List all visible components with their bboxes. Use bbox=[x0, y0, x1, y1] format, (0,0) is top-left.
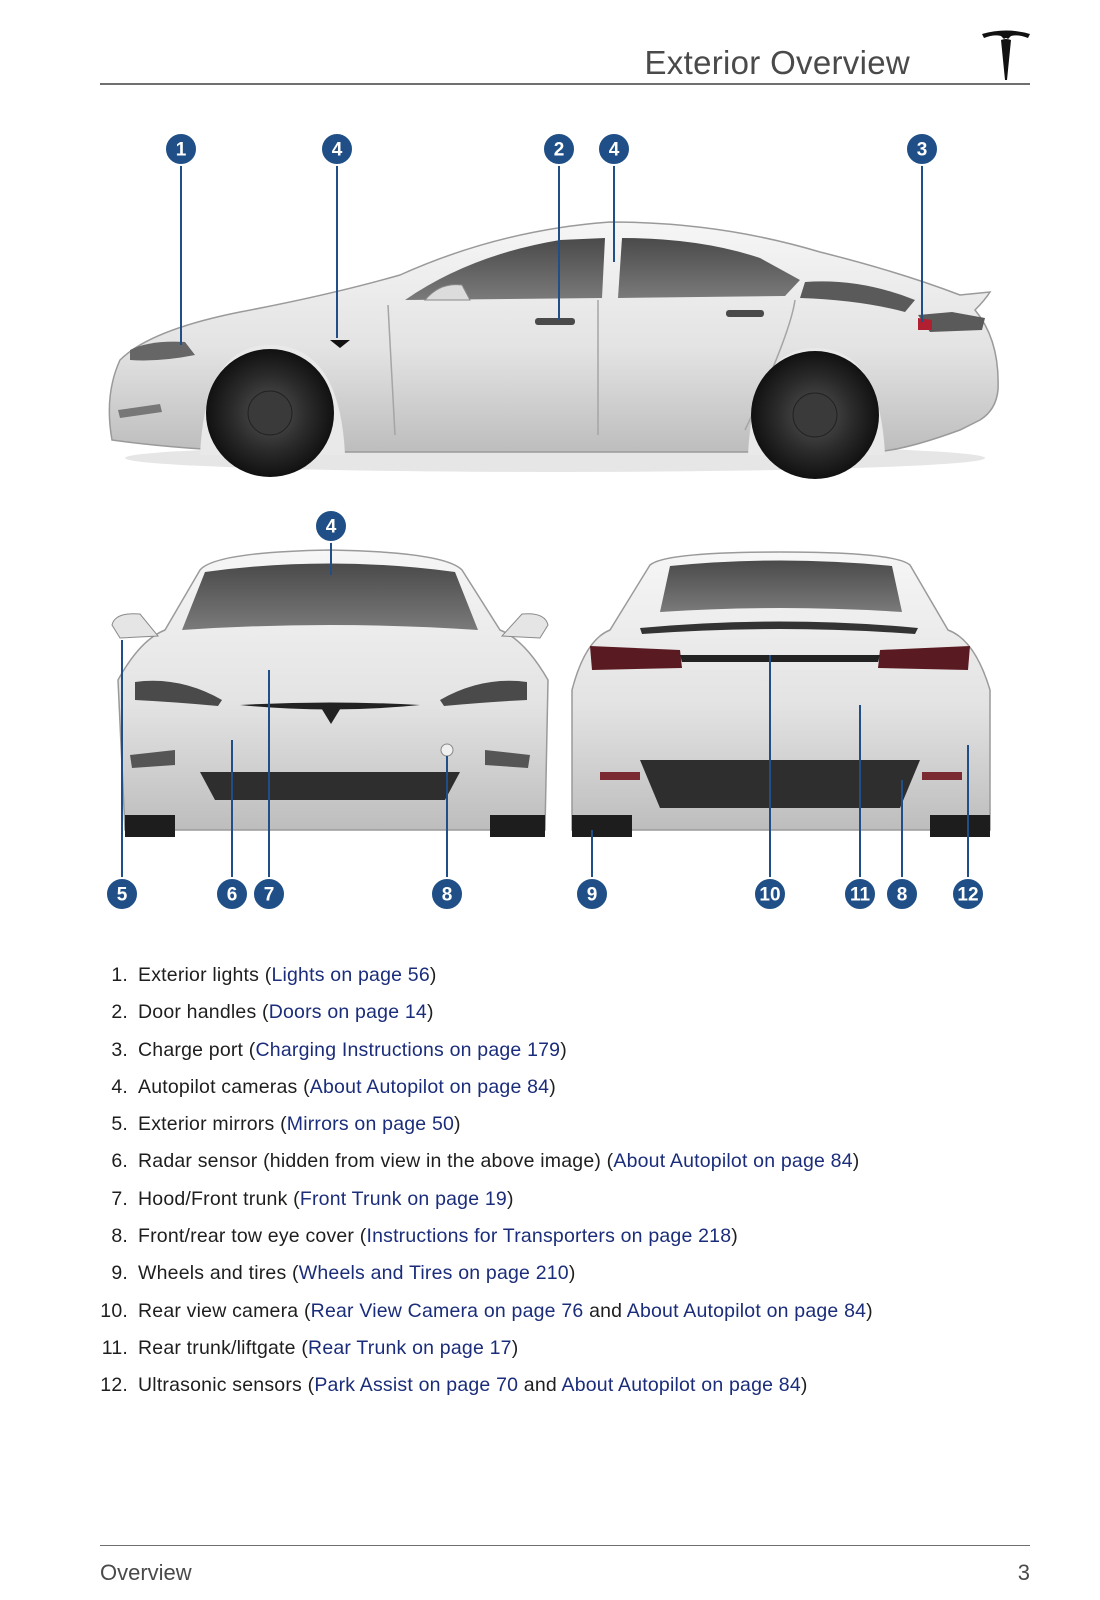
callout-rear-12-label: 12 bbox=[957, 884, 979, 906]
rear-view-car bbox=[572, 552, 990, 837]
legend-number: 8. bbox=[111, 1225, 128, 1248]
front-view-car bbox=[112, 550, 548, 837]
callout-front-5-label: 5 bbox=[116, 884, 128, 906]
side-view-car bbox=[109, 222, 998, 479]
callout-front-8-label: 8 bbox=[441, 884, 453, 906]
legend-text: Door handles (Doors on page 14) bbox=[138, 1001, 434, 1024]
legend-text: Rear trunk/liftgate (Rear Trunk on page 17) bbox=[138, 1336, 519, 1359]
legend-text: Wheels and tires (Wheels and Tires on page 210) bbox=[138, 1262, 576, 1285]
callout-front-6 bbox=[216, 878, 248, 910]
page-reference-link[interactable]: Rear Trunk on page 17 bbox=[308, 1336, 512, 1359]
legend-number: 3. bbox=[111, 1038, 128, 1061]
callout-side-3-label: 3 bbox=[916, 139, 928, 161]
callout-side-4a bbox=[321, 133, 353, 165]
page-reference-link[interactable]: Instructions for Transporters on page 218 bbox=[366, 1225, 732, 1248]
legend-text: Hood/Front trunk (Front Trunk on page 19) bbox=[138, 1187, 514, 1210]
callout-rear-12 bbox=[952, 878, 984, 910]
callout-side-3 bbox=[906, 133, 938, 165]
legend-text: Exterior lights (Lights on page 56) bbox=[138, 964, 437, 986]
callout-rear-9 bbox=[576, 878, 608, 910]
legend-number: 12. bbox=[100, 1374, 128, 1397]
page-reference-link[interactable]: Doors on page 14 bbox=[268, 1001, 427, 1024]
legend-number: 9. bbox=[111, 1262, 128, 1285]
page-reference-link[interactable]: Rear View Camera on page 76 bbox=[310, 1299, 584, 1322]
callout-front-6-label: 6 bbox=[226, 884, 238, 906]
page-reference-link[interactable]: Mirrors on page 50 bbox=[286, 1113, 455, 1136]
callout-rear-11 bbox=[844, 878, 876, 910]
page-reference-link[interactable]: Charging Instructions on page 179 bbox=[255, 1038, 561, 1061]
callout-side-4a-label: 4 bbox=[331, 139, 343, 161]
legend-number: 1. bbox=[111, 964, 128, 986]
callout-rear-8 bbox=[886, 878, 918, 910]
legend-number: 4. bbox=[111, 1075, 128, 1098]
callout-rear-10-label: 10 bbox=[759, 884, 781, 906]
page-reference-link[interactable]: About Autopilot on page 84 bbox=[309, 1075, 550, 1098]
callout-side-2 bbox=[543, 133, 575, 165]
page-reference-link[interactable]: Wheels and Tires on page 210 bbox=[298, 1262, 569, 1285]
callout-front-7 bbox=[253, 878, 285, 910]
legend-text: Rear view camera (Rear View Camera on page 76 and About Autopilot on page 84) bbox=[138, 1299, 873, 1322]
callout-front-4 bbox=[315, 510, 347, 542]
callout-side-4b bbox=[598, 133, 630, 165]
legend-text: Radar sensor (hidden from view in the above image) (About Autopilot on page 84) bbox=[138, 1150, 860, 1173]
tesla-logo bbox=[980, 28, 1032, 84]
legend-text: Ultrasonic sensors (Park Assist on page 70 and About Autopilot on page 84) bbox=[138, 1374, 808, 1397]
callout-rear-10 bbox=[754, 878, 786, 910]
page-title: Exterior Overview bbox=[644, 44, 910, 81]
vehicle-exterior-figure bbox=[0, 120, 1100, 940]
callout-front-5 bbox=[106, 878, 138, 910]
footer-section-name: Overview bbox=[100, 1560, 192, 1585]
legend-number: 2. bbox=[111, 1001, 128, 1024]
callout-front-7-label: 7 bbox=[263, 884, 275, 906]
callout-front-4-label: 4 bbox=[325, 516, 337, 538]
page-reference-link[interactable]: About Autopilot on page 84 bbox=[613, 1150, 853, 1173]
legend-number: 6. bbox=[111, 1150, 128, 1173]
callout-side-4b-label: 4 bbox=[608, 139, 620, 161]
legend-text: Exterior mirrors (Mirrors on page 50) bbox=[138, 1113, 461, 1136]
page-reference-link[interactable]: Park Assist on page 70 bbox=[314, 1374, 519, 1397]
legend-number: 5. bbox=[111, 1113, 128, 1136]
footer-rule bbox=[100, 1545, 1030, 1546]
header-rule bbox=[100, 83, 1030, 85]
callout-side-2-label: 2 bbox=[553, 139, 565, 161]
page-reference-link[interactable]: About Autopilot on page 84 bbox=[561, 1374, 801, 1397]
callout-side-1 bbox=[165, 133, 197, 165]
page-reference-link[interactable]: Lights on page 56 bbox=[271, 964, 430, 986]
legend-text: Front/rear tow eye cover (Instructions for Transporters on page 218) bbox=[138, 1225, 738, 1248]
callout-rear-11-label: 11 bbox=[849, 884, 871, 906]
legend-text: Charge port (Charging Instructions on page 179) bbox=[138, 1038, 567, 1061]
legend-number: 10. bbox=[100, 1299, 128, 1322]
legend-text: Autopilot cameras (About Autopilot on page 84) bbox=[138, 1075, 556, 1098]
legend-number: 7. bbox=[111, 1187, 128, 1210]
page-reference-link[interactable]: About Autopilot on page 84 bbox=[626, 1299, 867, 1322]
legend-number: 11. bbox=[101, 1336, 128, 1359]
page-number: 3 bbox=[1017, 1560, 1030, 1585]
page-reference-link[interactable]: Front Trunk on page 19 bbox=[299, 1187, 507, 1210]
callout-rear-9-label: 9 bbox=[586, 884, 598, 906]
callout-rear-8-label: 8 bbox=[896, 884, 908, 906]
callout-front-8 bbox=[431, 878, 463, 910]
callout-side-1-label: 1 bbox=[175, 139, 187, 161]
